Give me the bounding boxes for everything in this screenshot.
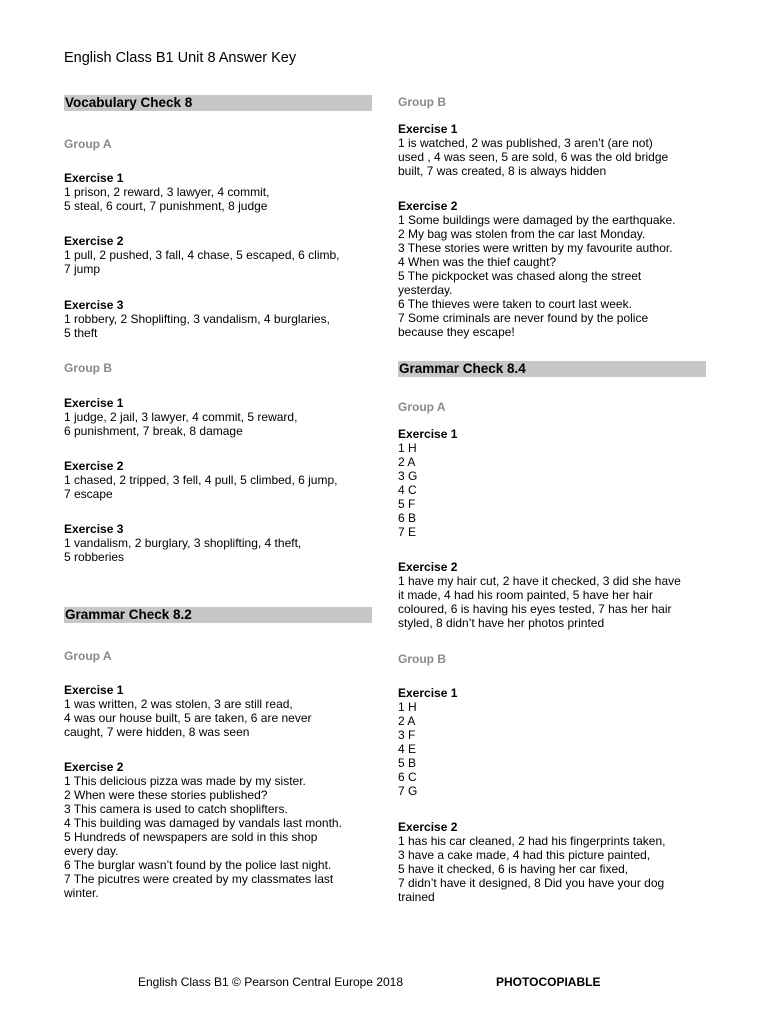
exercise-answers: 1 robbery, 2 Shoplifting, 3 vandalism, 4 burglaries, 5 theft (64, 312, 330, 340)
exercise-block (398, 427, 706, 539)
footer-photocopiable: PHOTOCOPIABLE (496, 975, 601, 989)
exercise-block (64, 522, 372, 564)
exercise-answers: 1 Some buildings were damaged by the earthquake. 2 My bag was stolen from the car last Monday. 3 These stories were written by my favourite author. 4 When was the thief caught? 5 The pickpocket was chased along the street yesterday. 6 The thieves were taken to court last week. 7 Some criminals are never found by the police because they escape! (398, 213, 676, 339)
exercise-answers: 1 vandalism, 2 burglary, 3 shoplifting, 4 theft, 5 robberies (64, 536, 302, 564)
footer-copyright: English Class B1 © Pearson Central Europe 2018 (138, 975, 403, 989)
exercise-block (64, 171, 372, 213)
exercise-block (398, 560, 706, 630)
exercise-block (64, 234, 372, 276)
section-heading-vocabulary-check-8: Vocabulary Check 8 (64, 95, 372, 111)
exercise-answers: 1 This delicious pizza was made by my sister. 2 When were these stories published? 3 This camera is used to catch shoplifters. 4 This building was damaged by vandals last month. 5 Hundreds of newspapers are sold in this shop every day. 6 The burglar wasn’t found by the police last night. 7 The picutres were created by my classmates last winter. (64, 774, 342, 900)
exercise-title: Exercise 2 (64, 234, 124, 248)
exercise-answers: 1 is watched, 2 was published, 3 aren’t (are not) used , 4 was seen, 5 are sold, 6 was the old bridge built, 7 was created, 8 is always hidden (398, 136, 669, 178)
exercise-block (398, 820, 706, 904)
exercise-title: Exercise 1 (398, 122, 458, 136)
exercise-answers: 1 was written, 2 was stolen, 3 are still read, 4 was our house built, 5 are taken, 6 are never caught, 7 were hidden, 8 was seen (64, 697, 312, 739)
group-label: Group A (398, 400, 446, 414)
exercise-title: Exercise 1 (64, 396, 124, 410)
exercise-answers: 1 has his car cleaned, 2 had his fingerprints taken, 3 have a cake made, 4 had this picture painted, 5 have it checked, 6 is having her car fixed, 7 didn’t have it designed, 8 Did you have your dog trained (398, 834, 666, 904)
exercise-block (64, 683, 372, 739)
exercise-answers: 1 pull, 2 pushed, 3 fall, 4 chase, 5 escaped, 6 climb, 7 jump (64, 248, 340, 276)
exercise-title: Exercise 2 (398, 820, 458, 834)
exercise-answers: 1 H 2 A 3 G 4 C 5 F 6 B 7 E (398, 441, 418, 539)
exercise-block (64, 459, 372, 501)
exercise-answers: 1 H 2 A 3 F 4 E 5 B 6 C 7 G (398, 700, 418, 798)
group-label: Group A (64, 137, 112, 151)
exercise-block (64, 396, 372, 438)
group-label: Group B (398, 95, 446, 109)
group-label: Group B (64, 361, 112, 375)
section-heading-grammar-check-8-4: Grammar Check 8.4 (398, 361, 706, 377)
exercise-title: Exercise 1 (64, 683, 124, 697)
exercise-block (398, 686, 706, 798)
exercise-title: Exercise 1 (64, 171, 124, 185)
exercise-answers: 1 judge, 2 jail, 3 lawyer, 4 commit, 5 reward, 6 punishment, 7 break, 8 damage (64, 410, 298, 438)
exercise-answers: 1 prison, 2 reward, 3 lawyer, 4 commit, 5 steal, 6 court, 7 punishment, 8 judge (64, 185, 270, 213)
group-label: Group B (398, 652, 446, 666)
exercise-block (398, 199, 706, 339)
exercise-block (64, 298, 372, 340)
document-title: English Class B1 Unit 8 Answer Key (64, 50, 297, 66)
exercise-answers: 1 have my hair cut, 2 have it checked, 3 did she have it made, 4 had his room painted, 5 have her hair coloured, 6 is having his eyes tested, 7 has her hair styled, 8 didn’t have her photos printed (398, 574, 681, 630)
exercise-title: Exercise 3 (64, 522, 124, 536)
section-heading-grammar-check-8-2: Grammar Check 8.2 (64, 607, 372, 623)
exercise-block (64, 760, 372, 900)
exercise-title: Exercise 2 (64, 760, 124, 774)
exercise-title: Exercise 1 (398, 686, 458, 700)
exercise-title: Exercise 3 (64, 298, 124, 312)
group-label: Group A (64, 649, 112, 663)
exercise-title: Exercise 2 (398, 560, 458, 574)
exercise-block (398, 122, 706, 178)
exercise-title: Exercise 2 (64, 459, 124, 473)
exercise-title: Exercise 1 (398, 427, 458, 441)
exercise-answers: 1 chased, 2 tripped, 3 fell, 4 pull, 5 climbed, 6 jump, 7 escape (64, 473, 338, 501)
exercise-title: Exercise 2 (398, 199, 458, 213)
